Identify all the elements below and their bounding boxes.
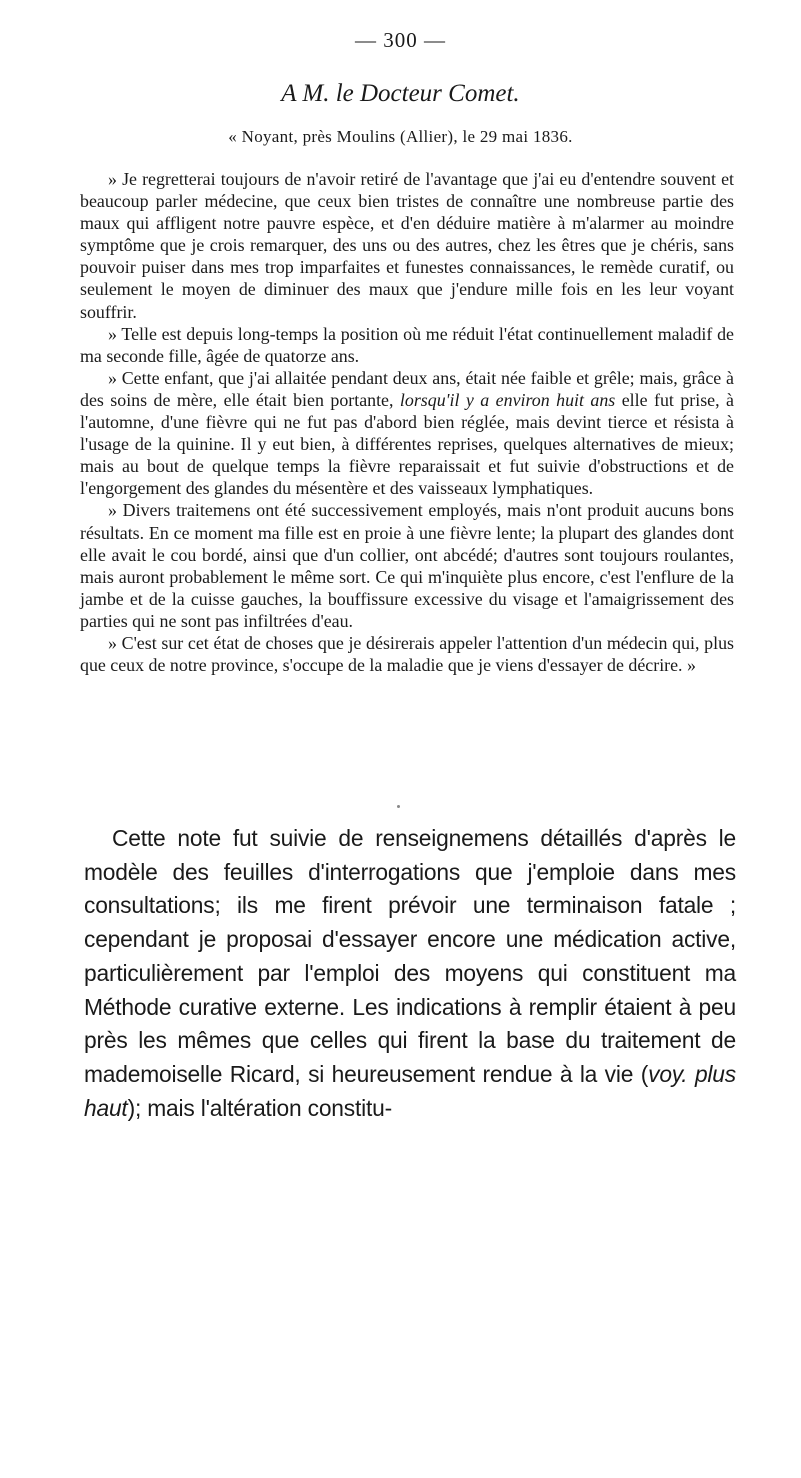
letter-paragraph-2: » Telle est depuis long-temps la position où me réduit l'état continuellement maladif de ma seconde fille, âgée de quatorze ans. [80, 323, 734, 366]
letter-heading: A M. le Docteur Comet. [281, 80, 520, 107]
italic-phrase: lorsqu'il y a environ huit ans [399, 389, 616, 410]
letter-dateline: « Noyant, près Moulins (Allier), le 29 mai 1836. [228, 127, 573, 146]
section-separator-dot [397, 805, 400, 808]
page-number: — 300 — [355, 28, 446, 52]
italic-reference: voy. plus haut [84, 1060, 736, 1121]
main-text [84, 822, 736, 1125]
main-paragraph: Cette note fut suivie de renseignemens détaillés d'après le modèle des feuilles d'interrogations que j'emploie dans mes consultations; ils me firent prévoir une terminaison fatale ; cependant je proposai d'essayer encore une médication active, particulièrement par l'emploi des moyens qui constituent ma Méthode curative externe. Les indications à remplir étaient à peu près les mêmes que celles qui firent la base du traitement de mademoiselle Ricard, si heureusement rendue à la vie (voy. plus haut); mais l'altération constitu- [84, 825, 736, 1121]
letter-body [80, 168, 734, 676]
letter-paragraph-5: » C'est sur cet état de choses que je désirerais appeler l'attention d'un médecin qui, plus que ceux de notre province, s'occupe de la maladie que je viens d'essayer de décrire. » [80, 632, 734, 676]
letter-paragraph-3: » Cette enfant, que j'ai allaitée pendant deux ans, était née faible et grêle; mais, grâce à des soins de mère, elle était bien portante, lorsqu'il y a environ huit ans elle fut prise, à l'automne, d'une fièvre qui ne fut pas d'abord bien réglée, mais devint tierce et résista à l'usage de la quinine. Il y eut bien, à différentes reprises, quelques alternatives de mieux; mais au bout de quelque temps la fièvre reparaissait et fut suivie d'obstructions et de l'engorgement des glandes du mésentère et des vaisseaux lymphatiques. [80, 367, 734, 499]
letter-paragraph-1: » Je regretterai toujours de n'avoir retiré de l'avantage que j'ai eu d'entendre souvent et beaucoup parler médecine, que ceux bien tristes de connaître une nombreuse partie des maux qui affligent notre pauvre espèce, et d'en déduire matière à m'alarmer au moindre symptôme que je crois remarquer, des uns ou des autres, chez les êtres que je chéris, sans pouvoir puiser dans mes trop imparfaites et funestes connaissances, le remède curatif, ou seulement le moyen de diminuer des maux que j'endure mille fois en les leur voyant souffrir. [80, 169, 734, 322]
letter-paragraph-4: » Divers traitemens ont été successivement employés, mais n'ont produit aucuns bons résultats. En ce moment ma fille est en proie à une fièvre lente; la plupart des glandes dont elle avait le cou bordé, ainsi que d'un collier, ont abcédé; d'autres sont toujours roulantes, mais auront probablement le même sort. Ce qui m'inquiète plus encore, c'est l'enflure de la jambe et de la cuisse gauches, la bouffissure excessive du visage et l'amaigrissement des parties qui ne sont pas infiltrées d'eau. [80, 500, 734, 631]
